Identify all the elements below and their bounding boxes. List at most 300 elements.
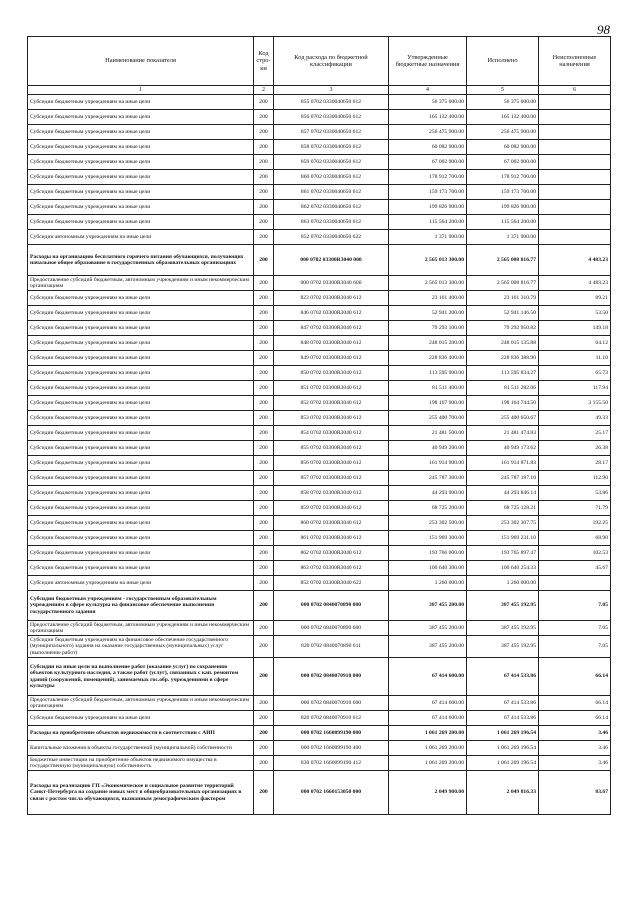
row-expense-code-cell: 850 0702 03300R3040 612 xyxy=(274,366,389,381)
row-unexecuted-cell: 3.46 xyxy=(539,741,611,756)
row-line-code-cell: 200 xyxy=(254,230,274,245)
row-unexecuted-cell: 66.14 xyxy=(539,696,611,711)
row-name-cell: Субсидии бюджетным учреждениям на иные цели xyxy=(28,351,254,366)
row-unexecuted-cell: 7.05 xyxy=(539,636,611,658)
row-expense-code-cell: 857 0702 0330040650 612 xyxy=(274,125,389,140)
row-unexecuted-cell: 3.46 xyxy=(539,726,611,741)
column-number: 2 xyxy=(254,86,274,95)
row-name-cell: Предоставление субсидий бюджетным, автономным учреждениям и иным некоммерческим организациям xyxy=(28,276,254,291)
row-executed-cell: 1 371 900.00 xyxy=(467,230,539,245)
row-line-code-cell: 200 xyxy=(254,110,274,125)
row-approved-cell: 23 161 400.00 xyxy=(389,291,467,306)
row-executed-cell: 23 161 310.79 xyxy=(467,291,539,306)
row-approved-cell: 1 260 000.00 xyxy=(389,576,467,591)
row-name-cell: Субсидии бюджетным учреждениям на иные цели xyxy=(28,441,254,456)
row-expense-code-cell: 000 0702 1660099190 000 xyxy=(274,726,389,741)
table-row xyxy=(28,140,611,155)
row-line-code-cell: 200 xyxy=(254,771,274,815)
row-line-code-cell: 200 xyxy=(254,576,274,591)
row-name-cell: Субсидии на иные цели на выполнение работ (оказание услуг) по сохранению объектов культурного наследия, а также работ (услуг), связанных с кап. ремонтом зданий (сооружений, помещений), занимаемых гос.обр. учреждениями в сфере культуры xyxy=(28,658,254,696)
table-row xyxy=(28,501,611,516)
row-unexecuted-cell: 4 483.23 xyxy=(539,276,611,291)
table-row xyxy=(28,170,611,185)
row-unexecuted-cell: 192.25 xyxy=(539,516,611,531)
row-expense-code-cell: 858 0702 0330040650 612 xyxy=(274,140,389,155)
row-name-cell: Расходы на организацию бесплатного горячего питания обучающихся, получающих начальное общее образование в государственных образовательных организациях xyxy=(28,245,254,276)
row-line-code-cell: 200 xyxy=(254,185,274,200)
header-unexecuted: Неисполненные назначения xyxy=(539,37,611,86)
row-name-cell: Субсидии бюджетным учреждениям на иные цели xyxy=(28,291,254,306)
header-line-code: Код стро-ки xyxy=(254,37,274,86)
row-name-cell: Субсидии бюджетным учреждениям на иные цели xyxy=(28,185,254,200)
row-name-cell: Субсидии бюджетным учреждениям на иные цели xyxy=(28,396,254,411)
row-unexecuted-cell xyxy=(539,230,611,245)
row-expense-code-cell: 862 0702 0330040650 612 xyxy=(274,200,389,215)
row-line-code-cell: 200 xyxy=(254,245,274,276)
row-expense-code-cell: 000 0702 1660099190 400 xyxy=(274,741,389,756)
row-executed-cell: 253 302 307.75 xyxy=(467,516,539,531)
row-unexecuted-cell xyxy=(539,185,611,200)
row-unexecuted-cell xyxy=(539,200,611,215)
row-approved-cell: 1 061 269 200.00 xyxy=(389,756,467,771)
row-unexecuted-cell: 25.17 xyxy=(539,426,611,441)
header-approved: Утвержденные бюджетные назначения xyxy=(389,37,467,86)
row-line-code-cell: 200 xyxy=(254,306,274,321)
row-unexecuted-cell: 65.73 xyxy=(539,366,611,381)
row-expense-code-cell: 000 0702 0840070890 600 xyxy=(274,621,389,636)
row-line-code-cell: 200 xyxy=(254,351,274,366)
table-row xyxy=(28,200,611,215)
row-executed-cell: 67 414 533.86 xyxy=(467,696,539,711)
row-approved-cell: 228 836 400.00 xyxy=(389,351,467,366)
row-approved-cell: 2 565 013 300.00 xyxy=(389,276,467,291)
row-executed-cell: 2 049 816.33 xyxy=(467,771,539,815)
row-unexecuted-cell: 102.53 xyxy=(539,546,611,561)
row-unexecuted-cell: 49.33 xyxy=(539,411,611,426)
table-row xyxy=(28,245,611,276)
row-line-code-cell: 200 xyxy=(254,741,274,756)
row-line-code-cell: 200 xyxy=(254,336,274,351)
table-row xyxy=(28,276,611,291)
column-number-row xyxy=(28,86,611,95)
row-line-code-cell: 200 xyxy=(254,411,274,426)
row-name-cell: Субсидии бюджетным учреждениям на иные цели xyxy=(28,546,254,561)
column-number: 4 xyxy=(389,86,467,95)
row-expense-code-cell: 852 0702 03300R3040 612 xyxy=(274,396,389,411)
row-unexecuted-cell: 53.86 xyxy=(539,486,611,501)
row-name-cell: Предоставление субсидий бюджетным, автономным учреждениям и иным некоммерческим организациям xyxy=(28,621,254,636)
row-expense-code-cell: 853 0702 03300R3040 612 xyxy=(274,411,389,426)
table-row xyxy=(28,230,611,245)
row-name-cell: Субсидии бюджетным учреждениям на финансовое обеспечение государственного (муниципального) задания на оказание государственных (муниципальных) услуг (выполнение работ) xyxy=(28,636,254,658)
table-row xyxy=(28,561,611,576)
row-unexecuted-cell: 7.05 xyxy=(539,591,611,621)
table-row xyxy=(28,696,611,711)
row-executed-cell: 60 082 900.00 xyxy=(467,140,539,155)
row-line-code-cell: 200 xyxy=(254,726,274,741)
page-number: 98 xyxy=(597,22,610,37)
table-row xyxy=(28,546,611,561)
table-row xyxy=(28,621,611,636)
row-name-cell: Субсидии бюджетным учреждениям на иные цели xyxy=(28,125,254,140)
row-expense-code-cell: 863 0702 03300R3040 612 xyxy=(274,561,389,576)
row-line-code-cell: 200 xyxy=(254,155,274,170)
row-expense-code-cell: 854 0702 03300R3040 612 xyxy=(274,426,389,441)
row-approved-cell: 198 167 900.00 xyxy=(389,396,467,411)
table-row xyxy=(28,336,611,351)
row-line-code-cell: 200 xyxy=(254,381,274,396)
row-line-code-cell: 200 xyxy=(254,426,274,441)
row-approved-cell: 161 914 900.00 xyxy=(389,456,467,471)
row-executed-cell: 79 292 950.82 xyxy=(467,321,539,336)
row-line-code-cell: 200 xyxy=(254,140,274,155)
row-executed-cell: 40 949 173.62 xyxy=(467,441,539,456)
row-name-cell: Расходы на реализацию ГП «Экономическое и социальное развитие территорий Санкт-Петербурга на создание новых мест в общеобразовательных организациях в связи с ростом числа обучающихся, вызванным демографическим фактором xyxy=(28,771,254,815)
header-executed: Исполнено xyxy=(467,37,539,86)
row-line-code-cell: 200 xyxy=(254,501,274,516)
row-name-cell: Субсидии автономным учреждениям на иные цели xyxy=(28,576,254,591)
row-expense-code-cell: 859 0702 03300R3040 612 xyxy=(274,501,389,516)
row-expense-code-cell: 852 0702 03300R3040 622 xyxy=(274,576,389,591)
row-approved-cell: 56 375 000.00 xyxy=(389,95,467,110)
table-row xyxy=(28,726,611,741)
table-row xyxy=(28,321,611,336)
table-row xyxy=(28,516,611,531)
row-approved-cell: 67 414 600.00 xyxy=(389,696,467,711)
table-row xyxy=(28,771,611,815)
row-expense-code-cell: 849 0702 03300R3040 612 xyxy=(274,351,389,366)
row-unexecuted-cell: 4 483.23 xyxy=(539,245,611,276)
row-approved-cell: 79 293 100.00 xyxy=(389,321,467,336)
column-number: 1 xyxy=(28,86,254,95)
row-executed-cell: 228 836 388.90 xyxy=(467,351,539,366)
row-approved-cell: 1 371 900.00 xyxy=(389,230,467,245)
row-approved-cell: 100 640 300.00 xyxy=(389,561,467,576)
row-expense-code-cell: 858 0702 03300R3040 612 xyxy=(274,486,389,501)
row-executed-cell: 159 173 700.00 xyxy=(467,185,539,200)
row-line-code-cell: 200 xyxy=(254,291,274,306)
row-approved-cell: 52 941 200.00 xyxy=(389,306,467,321)
row-unexecuted-cell xyxy=(539,140,611,155)
table-body xyxy=(28,95,611,815)
row-executed-cell: 21 481 474.83 xyxy=(467,426,539,441)
row-unexecuted-cell: 149.18 xyxy=(539,321,611,336)
row-executed-cell: 1 061 269 196.54 xyxy=(467,726,539,741)
row-unexecuted-cell: 3 155.50 xyxy=(539,396,611,411)
row-line-code-cell: 200 xyxy=(254,456,274,471)
table-row xyxy=(28,110,611,125)
row-unexecuted-cell xyxy=(539,576,611,591)
row-name-cell: Субсидии автономным учреждениям на иные цели xyxy=(28,230,254,245)
table-row xyxy=(28,658,611,696)
row-unexecuted-cell: 28.17 xyxy=(539,456,611,471)
row-approved-cell: 113 595 900.00 xyxy=(389,366,467,381)
row-name-cell: Субсидии бюджетным учреждениям на иные цели xyxy=(28,155,254,170)
row-approved-cell: 21 481 500.00 xyxy=(389,426,467,441)
row-approved-cell: 81 511 400.00 xyxy=(389,381,467,396)
row-approved-cell: 245 787 300.00 xyxy=(389,471,467,486)
row-executed-cell: 67 414 533.86 xyxy=(467,658,539,696)
row-line-code-cell: 200 xyxy=(254,591,274,621)
row-executed-cell: 100 640 254.33 xyxy=(467,561,539,576)
row-approved-cell: 68 725 200.00 xyxy=(389,501,467,516)
row-line-code-cell: 200 xyxy=(254,531,274,546)
row-name-cell: Бюджетные инвестиции на приобретение объектов недвижимого имущества в государственную (муниципальную) собственность xyxy=(28,756,254,771)
row-expense-code-cell: 860 0702 03300R3040 612 xyxy=(274,516,389,531)
row-executed-cell: 1 061 269 196.54 xyxy=(467,756,539,771)
row-approved-cell: 151 969 300.00 xyxy=(389,531,467,546)
row-approved-cell: 60 082 900.00 xyxy=(389,140,467,155)
table-row xyxy=(28,756,611,771)
table-row xyxy=(28,636,611,658)
row-unexecuted-cell xyxy=(539,110,611,125)
column-number: 3 xyxy=(274,86,389,95)
row-executed-cell: 81 511 282.06 xyxy=(467,381,539,396)
row-approved-cell: 67 414 600.00 xyxy=(389,711,467,726)
table-row xyxy=(28,426,611,441)
row-approved-cell: 44 293 900.00 xyxy=(389,486,467,501)
row-expense-code-cell: 830 0702 1660099190 412 xyxy=(274,756,389,771)
row-unexecuted-cell: 45.67 xyxy=(539,561,611,576)
row-unexecuted-cell: 66.14 xyxy=(539,711,611,726)
row-unexecuted-cell xyxy=(539,155,611,170)
row-line-code-cell: 200 xyxy=(254,170,274,185)
row-expense-code-cell: 000 0702 03300R3040 600 xyxy=(274,276,389,291)
row-executed-cell: 52 941 146.50 xyxy=(467,306,539,321)
row-executed-cell: 256 475 900.00 xyxy=(467,125,539,140)
row-name-cell: Расходы на приобретение объектов недвижимости в соответствии с АИП xyxy=(28,726,254,741)
header-row xyxy=(28,37,611,86)
row-name-cell: Субсидии бюджетным учреждениям на иные цели xyxy=(28,95,254,110)
row-unexecuted-cell: 7.05 xyxy=(539,621,611,636)
row-approved-cell: 255 400 700.00 xyxy=(389,411,467,426)
row-approved-cell: 115 564 200.00 xyxy=(389,215,467,230)
row-expense-code-cell: 856 0702 0330040650 612 xyxy=(274,110,389,125)
table-row xyxy=(28,351,611,366)
row-unexecuted-cell: 71.79 xyxy=(539,501,611,516)
row-executed-cell: 67 414 533.86 xyxy=(467,711,539,726)
row-approved-cell: 248 015 200.00 xyxy=(389,336,467,351)
row-executed-cell: 113 595 834.27 xyxy=(467,366,539,381)
table-row xyxy=(28,155,611,170)
row-executed-cell: 255 400 650.67 xyxy=(467,411,539,426)
row-approved-cell: 178 912 700.00 xyxy=(389,170,467,185)
row-name-cell: Субсидии бюджетным учреждениям на иные цели xyxy=(28,170,254,185)
row-approved-cell: 256 475 900.00 xyxy=(389,125,467,140)
row-approved-cell: 193 766 000.00 xyxy=(389,546,467,561)
row-executed-cell: 67 002 900.00 xyxy=(467,155,539,170)
row-unexecuted-cell: 68.90 xyxy=(539,531,611,546)
row-name-cell: Субсидии бюджетным учреждениям на иные цели xyxy=(28,501,254,516)
row-approved-cell: 253 302 500.00 xyxy=(389,516,467,531)
table-row xyxy=(28,125,611,140)
table-row xyxy=(28,185,611,200)
row-unexecuted-cell: 53.50 xyxy=(539,306,611,321)
row-expense-code-cell: 847 0702 03300R3040 612 xyxy=(274,321,389,336)
row-approved-cell: 67 002 900.00 xyxy=(389,155,467,170)
table-row xyxy=(28,441,611,456)
row-expense-code-cell: 000 0702 1660153050 000 xyxy=(274,771,389,815)
row-approved-cell: 1 061 269 200.00 xyxy=(389,726,467,741)
table-row xyxy=(28,576,611,591)
row-unexecuted-cell: 66.14 xyxy=(539,658,611,696)
row-unexecuted-cell: 89.21 xyxy=(539,291,611,306)
row-executed-cell: 165 132 400.00 xyxy=(467,110,539,125)
row-executed-cell: 387 455 192.95 xyxy=(467,621,539,636)
row-approved-cell: 2 049 900.00 xyxy=(389,771,467,815)
row-name-cell: Субсидии бюджетным учреждениям на иные цели xyxy=(28,366,254,381)
row-approved-cell: 67 414 600.00 xyxy=(389,658,467,696)
row-unexecuted-cell: 64.12 xyxy=(539,336,611,351)
row-line-code-cell: 200 xyxy=(254,561,274,576)
row-unexecuted-cell: 26.38 xyxy=(539,441,611,456)
row-line-code-cell: 200 xyxy=(254,546,274,561)
row-name-cell: Субсидии бюджетным учреждениям на иные цели xyxy=(28,471,254,486)
row-expense-code-cell: 863 0702 0330040650 612 xyxy=(274,215,389,230)
header-expense-code: Код расхода по бюджетной классификации xyxy=(274,37,389,86)
row-unexecuted-cell: 83.67 xyxy=(539,771,611,815)
row-name-cell: Субсидии бюджетным учреждениям на иные цели xyxy=(28,426,254,441)
row-name-cell: Субсидии бюджетным учреждениям - государственным образовательным учреждениям в сфере культуры на финансовое обеспечение выполнения государственного задания xyxy=(28,591,254,621)
row-executed-cell: 68 725 128.21 xyxy=(467,501,539,516)
table-row xyxy=(28,215,611,230)
row-expense-code-cell: 000 0702 0840070910 600 xyxy=(274,696,389,711)
row-expense-code-cell: 000 0702 03300R3040 000 xyxy=(274,245,389,276)
header-name: Наименование показателя xyxy=(28,37,254,86)
row-unexecuted-cell: 112.90 xyxy=(539,471,611,486)
row-executed-cell: 1 061 269 196.54 xyxy=(467,741,539,756)
row-expense-code-cell: 820 0702 0840070890 611 xyxy=(274,636,389,658)
row-approved-cell: 1 061 269 200.00 xyxy=(389,741,467,756)
table-row xyxy=(28,396,611,411)
row-unexecuted-cell: 117.94 xyxy=(539,381,611,396)
row-name-cell: Субсидии бюджетным учреждениям на иные цели xyxy=(28,486,254,501)
row-unexecuted-cell xyxy=(539,125,611,140)
row-line-code-cell: 200 xyxy=(254,441,274,456)
row-executed-cell: 387 455 192.95 xyxy=(467,591,539,621)
row-executed-cell: 245 787 187.10 xyxy=(467,471,539,486)
row-line-code-cell: 200 xyxy=(254,321,274,336)
column-number: 6 xyxy=(539,86,611,95)
row-name-cell: Субсидии бюджетным учреждениям на иные цели xyxy=(28,140,254,155)
table-row xyxy=(28,486,611,501)
row-name-cell: Субсидии бюджетным учреждениям на иные цели xyxy=(28,381,254,396)
row-line-code-cell: 200 xyxy=(254,636,274,658)
table-row xyxy=(28,411,611,426)
row-unexecuted-cell xyxy=(539,170,611,185)
row-executed-cell: 387 455 192.95 xyxy=(467,636,539,658)
row-expense-code-cell: 856 0702 03300R3040 612 xyxy=(274,456,389,471)
row-name-cell: Субсидии бюджетным учреждениям на иные цели xyxy=(28,531,254,546)
row-approved-cell: 199 826 900.00 xyxy=(389,200,467,215)
row-name-cell: Субсидии бюджетным учреждениям на иные цели xyxy=(28,110,254,125)
table-row xyxy=(28,366,611,381)
row-unexecuted-cell xyxy=(539,215,611,230)
row-line-code-cell: 200 xyxy=(254,276,274,291)
table-row xyxy=(28,471,611,486)
table-row xyxy=(28,531,611,546)
table-row xyxy=(28,456,611,471)
row-approved-cell: 387 455 200.00 xyxy=(389,621,467,636)
row-name-cell: Субсидии бюджетным учреждениям на иные цели xyxy=(28,200,254,215)
table-row xyxy=(28,291,611,306)
row-approved-cell: 159 173 700.00 xyxy=(389,185,467,200)
row-name-cell: Предоставление субсидий бюджетным, автономным учреждениям и иным некоммерческим организациям xyxy=(28,696,254,711)
row-line-code-cell: 200 xyxy=(254,658,274,696)
row-approved-cell: 387 455 200.00 xyxy=(389,591,467,621)
row-executed-cell: 198 164 744.50 xyxy=(467,396,539,411)
row-name-cell: Субсидии бюджетным учреждениям на иные цели xyxy=(28,336,254,351)
budget-execution-table xyxy=(27,36,611,815)
row-name-cell: Субсидии бюджетным учреждениям на иные цели xyxy=(28,215,254,230)
row-executed-cell: 1 260 000.00 xyxy=(467,576,539,591)
table-row xyxy=(28,741,611,756)
table-row xyxy=(28,306,611,321)
row-expense-code-cell: 000 0702 0840070910 000 xyxy=(274,658,389,696)
column-number: 5 xyxy=(467,86,539,95)
row-expense-code-cell: 851 0702 03300R3040 612 xyxy=(274,381,389,396)
row-expense-code-cell: 861 0702 03300R3040 612 xyxy=(274,531,389,546)
row-name-cell: Капитальные вложения в объекты государственной (муниципальной) собственности xyxy=(28,741,254,756)
row-executed-cell: 199 826 900.00 xyxy=(467,200,539,215)
row-line-code-cell: 200 xyxy=(254,125,274,140)
row-unexecuted-cell: 3.46 xyxy=(539,756,611,771)
row-expense-code-cell: 859 0702 0330040650 612 xyxy=(274,155,389,170)
row-approved-cell: 165 132 400.00 xyxy=(389,110,467,125)
row-line-code-cell: 200 xyxy=(254,696,274,711)
row-name-cell: Субсидии бюджетным учреждениям на иные цели xyxy=(28,306,254,321)
row-line-code-cell: 200 xyxy=(254,756,274,771)
row-executed-cell: 248 015 135.88 xyxy=(467,336,539,351)
row-expense-code-cell: 852 0702 0330040650 622 xyxy=(274,230,389,245)
row-line-code-cell: 200 xyxy=(254,486,274,501)
row-executed-cell: 151 969 231.10 xyxy=(467,531,539,546)
row-expense-code-cell: 860 0702 0330040650 612 xyxy=(274,170,389,185)
table-row xyxy=(28,95,611,110)
row-name-cell: Субсидии бюджетным учреждениям на иные цели xyxy=(28,561,254,576)
row-line-code-cell: 200 xyxy=(254,396,274,411)
row-expense-code-cell: 855 0702 0330040650 612 xyxy=(274,95,389,110)
row-expense-code-cell: 000 0702 0840070890 000 xyxy=(274,591,389,621)
row-approved-cell: 2 565 013 300.00 xyxy=(389,245,467,276)
row-executed-cell: 178 912 700.00 xyxy=(467,170,539,185)
row-executed-cell: 2 565 008 816.77 xyxy=(467,276,539,291)
row-name-cell: Субсидии бюджетным учреждениям на иные цели xyxy=(28,411,254,426)
row-line-code-cell: 200 xyxy=(254,516,274,531)
row-expense-code-cell: 857 0702 03300R3040 612 xyxy=(274,471,389,486)
row-line-code-cell: 200 xyxy=(254,215,274,230)
row-name-cell: Субсидии бюджетным учреждениям на иные цели xyxy=(28,516,254,531)
row-executed-cell: 115 564 200.00 xyxy=(467,215,539,230)
row-line-code-cell: 200 xyxy=(254,366,274,381)
row-line-code-cell: 200 xyxy=(254,711,274,726)
row-expense-code-cell: 846 0702 03300R3040 612 xyxy=(274,306,389,321)
row-line-code-cell: 200 xyxy=(254,95,274,110)
table-row xyxy=(28,591,611,621)
row-expense-code-cell: 855 0702 03300R3040 612 xyxy=(274,441,389,456)
table-row xyxy=(28,381,611,396)
row-executed-cell: 161 914 871.83 xyxy=(467,456,539,471)
row-expense-code-cell: 862 0702 03300R3040 612 xyxy=(274,546,389,561)
row-line-code-cell: 200 xyxy=(254,621,274,636)
row-expense-code-cell: 820 0702 0840070910 612 xyxy=(274,711,389,726)
row-name-cell: Субсидии бюджетным учреждениям на иные цели xyxy=(28,711,254,726)
row-line-code-cell: 200 xyxy=(254,200,274,215)
row-line-code-cell: 200 xyxy=(254,471,274,486)
row-executed-cell: 56 375 000.00 xyxy=(467,95,539,110)
row-executed-cell: 2 565 008 816.77 xyxy=(467,245,539,276)
row-name-cell: Субсидии бюджетным учреждениям на иные цели xyxy=(28,456,254,471)
